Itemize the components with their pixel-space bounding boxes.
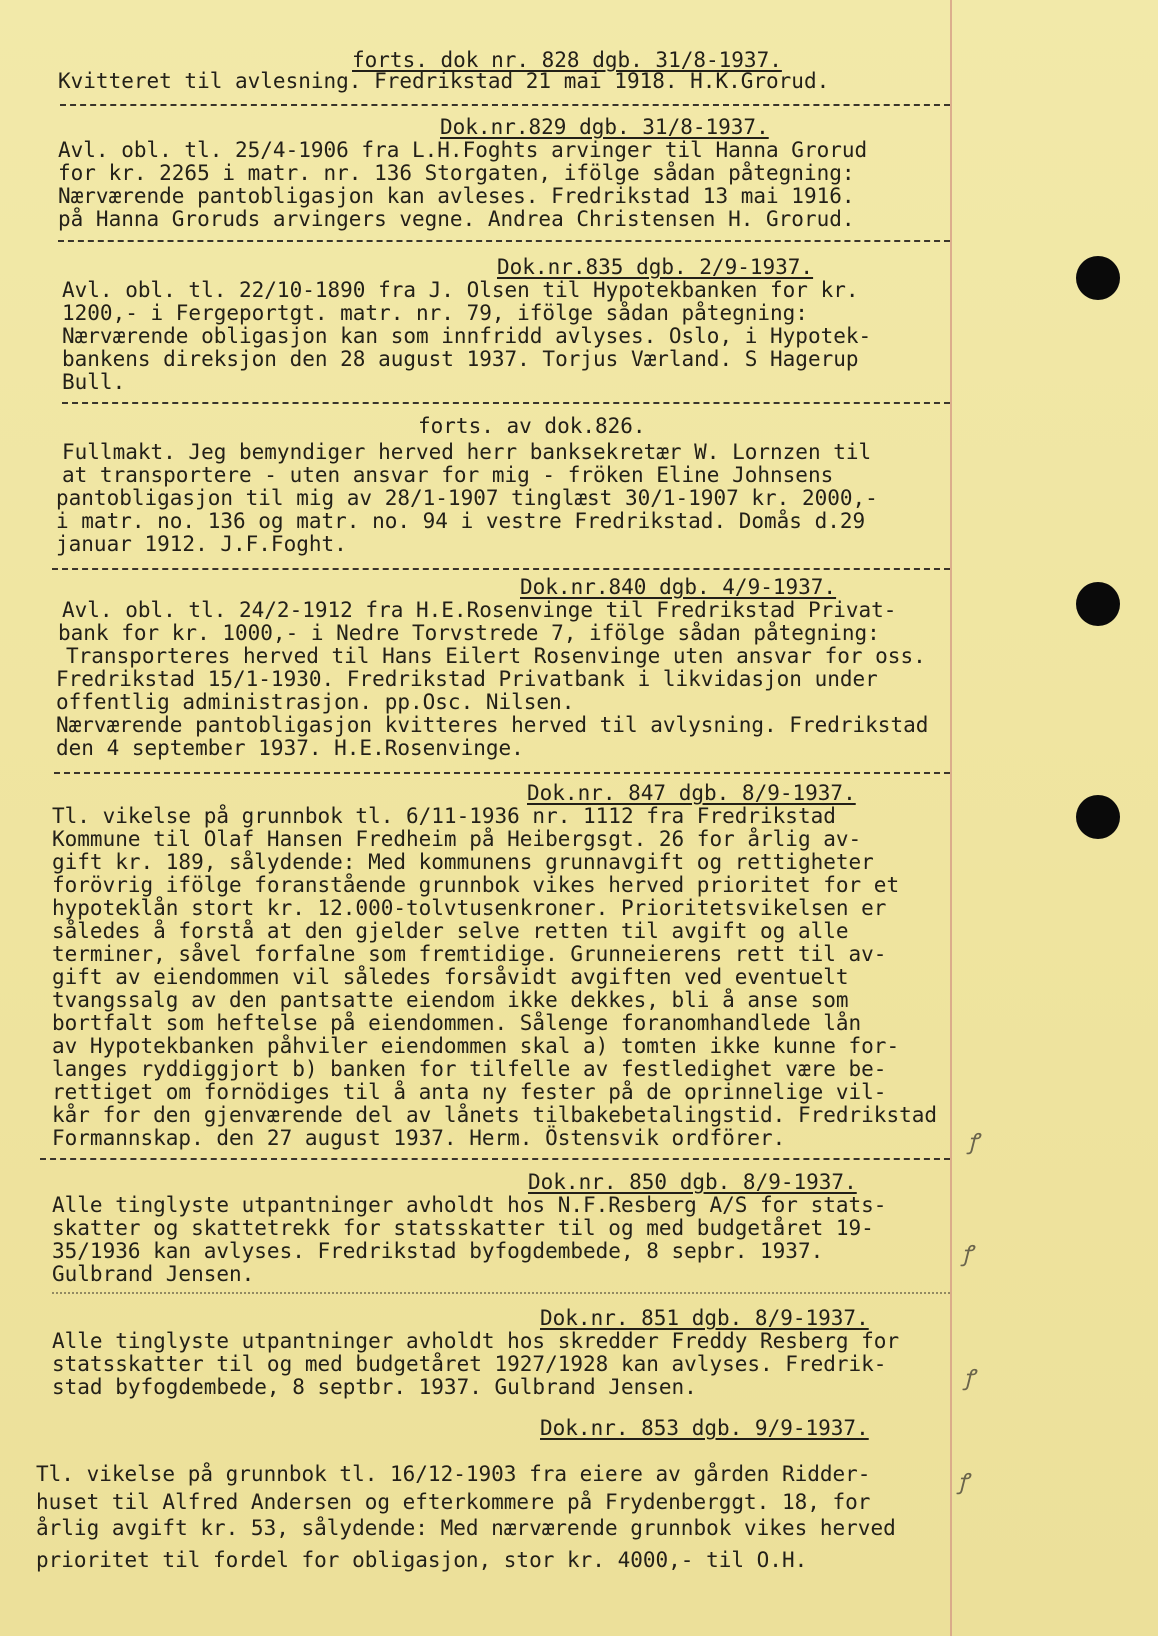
punch-hole-icon (1076, 256, 1120, 300)
entry-line: for kr. 2265 i matr. nr. 136 Storgaten, ifölge sådan påtegning: (58, 161, 855, 185)
entry-line: Alle tinglyste utpantninger avholdt hos N.F.Resberg A/S for stats- (52, 1193, 887, 1217)
entry-line: gift av eiendommen vil således forsåvidt avgiften ved eventuelt (52, 965, 849, 989)
entry-line: kår for den gjenværende del av lånets tilbakebetalingstid. Fredrikstad (52, 1103, 938, 1127)
separator (62, 402, 950, 404)
initials-mark: ꝭ (962, 1242, 973, 1267)
entry-line: 1200,- i Fergeportgt. matr. nr. 79, ifölge sådan påtegning: (62, 301, 808, 325)
entry-line: på Hanna Groruds arvingers vegne. Andrea Christensen H. Grorud. (58, 207, 855, 231)
entry-heading: Dok.nr. 851 dgb. 8/9-1937. (540, 1306, 869, 1330)
entry-line: den 4 september 1937. H.E.Rosenvinge. (56, 736, 524, 760)
entry-line: Formannskap. den 27 august 1937. Herm. Östensvik ordförer. (52, 1126, 786, 1150)
entry-line: i matr. no. 136 og matr. no. 94 i vestre Fredrikstad. Domås d.29 (56, 509, 866, 533)
punch-hole-icon (1076, 795, 1120, 839)
entry-heading: Dok.nr.835 dgb. 2/9-1937. (497, 255, 814, 279)
entry-line: januar 1912. J.F.Foght. (56, 532, 347, 556)
entry-line: statsskatter til og med budgetåret 1927/1928 kan avlyses. Fredrik- (52, 1352, 887, 1376)
entry-line: Kvitteret til avlesning. Fredrikstad 21 mai 1918. H.K.Grorud. (58, 69, 830, 93)
margin-line (950, 0, 952, 1636)
entry-heading: forts. av dok.826. (418, 414, 646, 438)
entry-line: gift kr. 189, sålydende: Med kommunens grunnavgift og rettigheter (52, 850, 874, 874)
entry-line: huset til Alfred Andersen og efterkommere på Frydenberggt. 18, for (36, 1490, 871, 1514)
entry-heading: Dok.nr. 850 dgb. 8/9-1937. (528, 1170, 857, 1194)
entry-line: prioritet til fordel for obligasjon, stor kr. 4000,- til O.H. (36, 1548, 808, 1572)
initials-mark: ꝭ (968, 1130, 979, 1155)
entry-line: av Hypotekbanken påhviler eiendommen skal a) tomten ikke kunne for- (52, 1034, 900, 1058)
entry-line: at transportere - uten ansvar for mig - fröken Eline Johnsens (62, 463, 834, 487)
entry-line: skatter og skattetrekk for statsskatter til og med budgetåret 19- (52, 1216, 874, 1240)
entry-heading: Dok.nr. 847 dgb. 8/9-1937. (527, 781, 856, 805)
entry-line: forövrig ifölge foranstående grunnbok vikes herved prioritet for et (52, 873, 900, 897)
entry-line: Gulbrand Jensen. (52, 1262, 255, 1286)
separator (54, 772, 950, 774)
entry-line: Alle tinglyste utpantninger avholdt hos skredder Freddy Resberg for (52, 1329, 900, 1353)
entry-line: Avl. obl. tl. 25/4-1906 fra L.H.Foghts arvinger til Hanna Grorud (58, 138, 868, 162)
entry-line: langes ryddiggjort b) banken for tilfelle av festledighet være be- (52, 1057, 887, 1081)
entry-line: således å forstå at den gjelder selve retten til avgift og alle (52, 919, 849, 943)
separator (58, 240, 950, 242)
entry-line: terminer, såvel forfalne som fremtidige. Grunneierens rett til av- (52, 942, 887, 966)
entry-line: bankens direksjon den 28 august 1937. Torjus Værland. S Hagerup (62, 347, 859, 371)
entry-line: årlig avgift kr. 53, sålydende: Med nærværende grunnbok vikes herved (36, 1516, 896, 1540)
separator (40, 1158, 950, 1160)
entry-line: 35/1936 kan avlyses. Fredrikstad byfogdembede, 8 sepbr. 1937. (52, 1239, 824, 1263)
entry-line: tvangssalg av den pantsatte eiendom ikke dekkes, bli å anse som (52, 988, 849, 1012)
entry-line: Nærværende obligasjon kan som innfridd avlyses. Oslo, i Hypotek- (62, 324, 872, 348)
entry-line: Nærværende pantobligasjon kvitteres herved til avlysning. Fredrikstad (56, 713, 929, 737)
separator (52, 568, 950, 570)
separator (60, 104, 950, 106)
entry-line: Avl. obl. tl. 22/10-1890 fra J. Olsen til Hypotekbanken for kr. (62, 278, 859, 302)
entry-line: bortfalt som heftelse på eiendommen. Sålenge foranomhandlede lån (52, 1011, 862, 1035)
entry-line: Kommune til Olaf Hansen Fredheim på Heibergsgt. 26 for årlig av- (52, 827, 862, 851)
entry-line: Fredrikstad 15/1-1930. Fredrikstad Privatbank i likvidasjon under (56, 667, 878, 691)
entry-heading: Dok.nr.840 dgb. 4/9-1937. (520, 575, 837, 599)
entry-line: Tl. vikelse på grunnbok tl. 16/12-1903 fra eiere av gården Ridder- (36, 1462, 871, 1486)
entry-heading: Dok.nr.829 dgb. 31/8-1937. (440, 115, 769, 139)
entry-line: Transporteres herved til Hans Eilert Rosenvinge uten ansvar for oss. (66, 644, 926, 668)
entry-line: stad byfogdembede, 8 septbr. 1937. Gulbrand Jensen. (52, 1375, 697, 1399)
punch-hole-icon (1076, 582, 1120, 626)
entry-line: Fullmakt. Jeg bemyndiger herved herr banksekretær W. Lornzen til (62, 440, 872, 464)
entry-line: Avl. obl. tl. 24/2-1912 fra H.E.Rosenvinge til Fredrikstad Privat- (62, 598, 897, 622)
initials-mark: ꝭ (964, 1366, 975, 1391)
entry-line: Tl. vikelse på grunnbok tl. 6/11-1936 nr. 1112 fra Fredrikstad (52, 804, 836, 828)
entry-line: pantobligasjon til mig av 28/1-1907 tinglæst 30/1-1907 kr. 2000,- (56, 486, 878, 510)
entry-line: bank for kr. 1000,- i Nedre Torvstrede 7, ifölge sådan påtegning: (58, 621, 880, 645)
separator (52, 1292, 950, 1294)
entry-line: rettiget om fornödiges til å anta ny fester på de oprinnelige vil- (52, 1080, 887, 1104)
entry-heading: Dok.nr. 853 dgb. 9/9-1937. (540, 1416, 869, 1440)
initials-mark: ꝭ (958, 1470, 969, 1495)
entry-line: hypoteklån stort kr. 12.000-tolvtusenkroner. Prioritetsvikelsen er (52, 896, 887, 920)
entry-line: Nærværende pantobligasjon kan avleses. Fredrikstad 13 mai 1916. (58, 184, 855, 208)
entry-heading: forts. dok nr. 828 dgb. 31/8-1937. (352, 48, 782, 72)
entry-line: Bull. (62, 370, 126, 394)
entry-line: offentlig administrasjon. pp.Osc. Nilsen. (56, 690, 575, 714)
